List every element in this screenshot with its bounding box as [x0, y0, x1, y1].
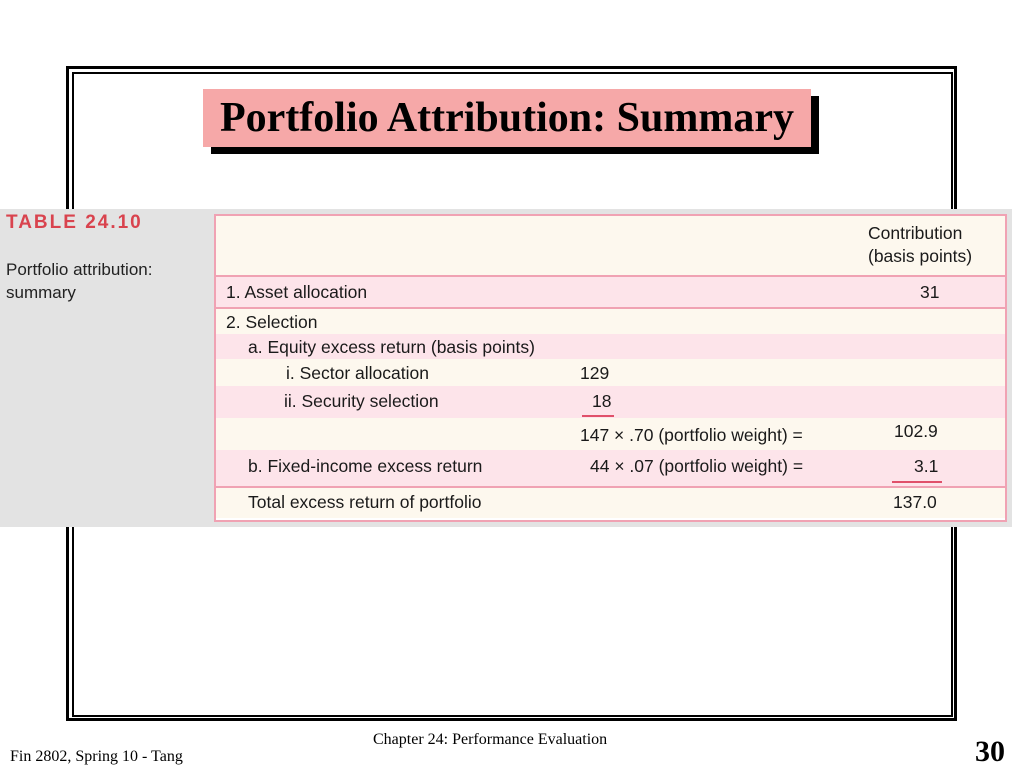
slide-title: Portfolio Attribution: Summary	[203, 89, 811, 147]
row-label: 1. Asset allocation	[226, 282, 368, 302]
row-contribution: 137.0	[893, 492, 937, 512]
row-mid-value: 129	[580, 363, 610, 383]
table-row	[216, 334, 1005, 359]
row-contribution: 102.9	[894, 421, 938, 441]
row-mid-value: 18	[592, 391, 612, 411]
table-header-row	[216, 216, 1005, 284]
row-label: b. Fixed-income excess return	[248, 456, 483, 476]
table-row	[216, 418, 1005, 450]
row-mid-value: 44 × .07 (portfolio weight) =	[590, 456, 804, 476]
page-number: 30	[975, 735, 1005, 768]
row-label: ii. Security selection	[284, 391, 439, 411]
contribution-header-line2: (basis points)	[868, 246, 973, 266]
row-label: i. Sector allocation	[286, 363, 429, 383]
sum-underline	[582, 415, 614, 417]
table-caption: Portfolio attribution: summary	[6, 260, 153, 302]
table-row	[216, 277, 1005, 307]
table-row	[216, 309, 1005, 334]
table-row	[216, 386, 1005, 418]
table-row	[216, 450, 1005, 486]
footer-chapter: Chapter 24: Performance Evaluation	[373, 731, 608, 748]
row-label: 2. Selection	[226, 312, 318, 332]
row-label: Total excess return of portfolio	[248, 492, 482, 512]
row-label: a. Equity excess return (basis points)	[248, 337, 535, 357]
row-contribution: 31	[920, 282, 940, 302]
table-row	[216, 359, 1005, 386]
row-mid-value: 147 × .70 (portfolio weight) =	[580, 425, 803, 445]
row-contribution: 3.1	[914, 456, 939, 476]
footer-course: Fin 2802, Spring 10 - Tang	[10, 748, 183, 765]
contribution-header-line1: Contribution	[868, 223, 963, 243]
attribution-table	[214, 214, 1007, 522]
table-number-label: TABLE 24.10	[6, 212, 143, 233]
table-row	[216, 488, 1005, 518]
sum-underline	[892, 481, 942, 483]
